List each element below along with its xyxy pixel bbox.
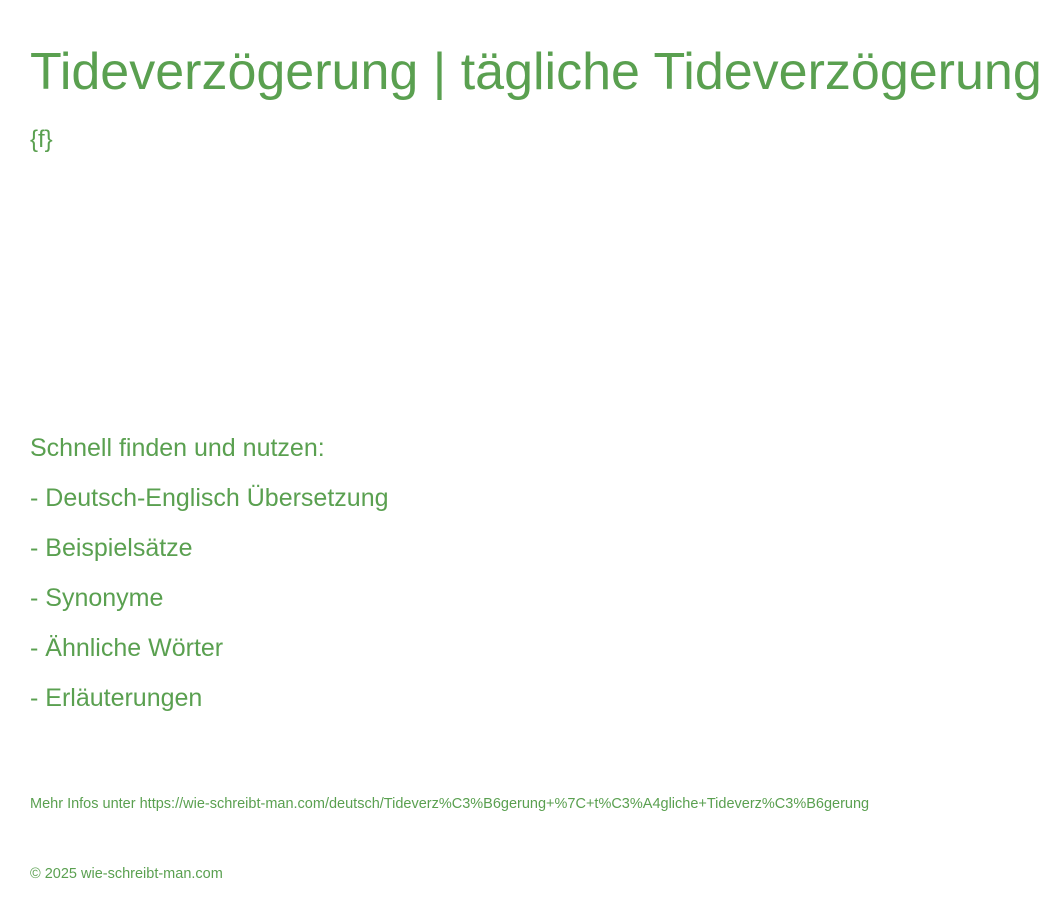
feature-item-synonyms: - Synonyme	[30, 584, 164, 612]
feature-list-heading: Schnell finden und nutzen:	[30, 434, 325, 462]
copyright-notice: © 2025 wie-schreibt-man.com	[30, 866, 223, 882]
page-title: Tideverzögerung | tägliche Tideverzögerung	[30, 43, 1042, 101]
feature-item-example-sentences: - Beispielsätze	[30, 534, 193, 562]
feature-item-explanations: - Erläuterungen	[30, 684, 203, 712]
feature-list	[30, 423, 389, 723]
feature-item-similar-words: - Ähnliche Wörter	[30, 634, 224, 662]
feature-item-translation: - Deutsch-Englisch Übersetzung	[30, 484, 389, 512]
more-info-link: Mehr Infos unter https://wie-schreibt-man.com/deutsch/Tideverz%C3%B6gerung+%7C+t%C3%A4gliche+Tideverz%C3%B6gerung	[30, 796, 870, 812]
page-subtitle: {f}	[30, 126, 53, 153]
